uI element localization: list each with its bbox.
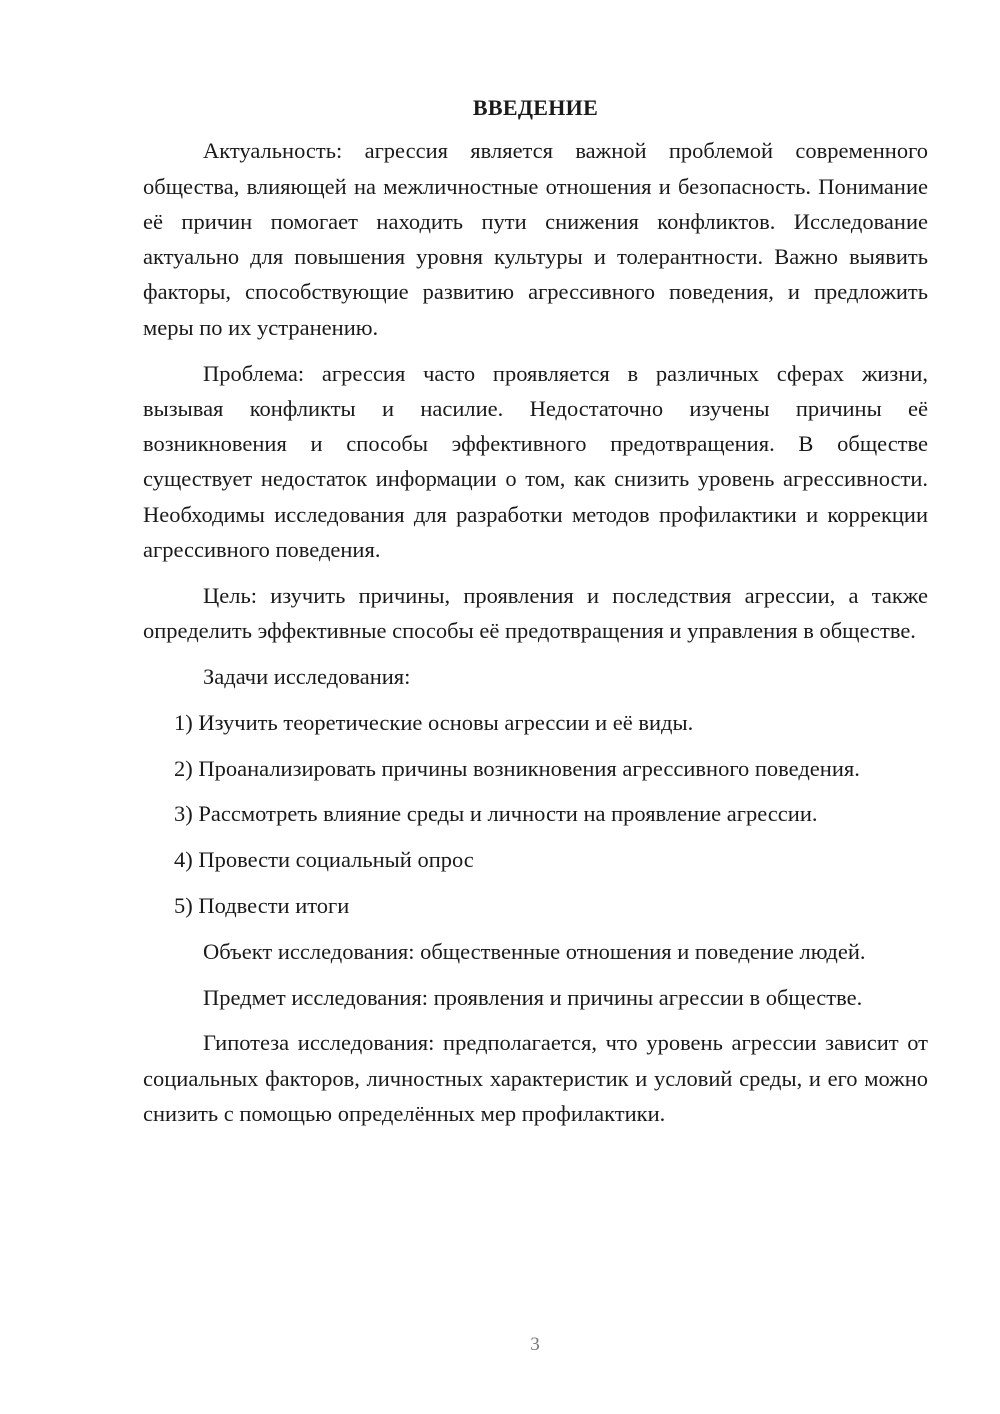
task-item: 2) Проанализировать причины возникновения агрессивного поведения. [174, 755, 860, 781]
task-item: 1) Изучить теоретические основы агрессии и её виды. [174, 709, 694, 735]
document-page [143, 90, 928, 1142]
hypothesis-paragraph: Гипотеза исследования: предполагается, что уровень агрессии зависит от социальных факторов, личностных характеристик и условий среды, и его можно снизить с помощью определённых мер профилактики. [143, 1030, 928, 1126]
page-number: 3 [530, 1334, 540, 1355]
subject-paragraph: Предмет исследования: проявления и причины агрессии в обществе. [203, 984, 863, 1010]
section-title: ВВЕДЕНИЕ [472, 95, 599, 120]
tasks-heading: Задачи исследования: [203, 663, 411, 689]
task-item: 4) Провести социальный опрос [174, 847, 474, 873]
task-item: 5) Подвести итоги [174, 892, 350, 918]
object-paragraph: Объект исследования: общественные отношения и поведение людей. [203, 938, 866, 964]
relevance-paragraph: Актуальность: агрессия является важной проблемой современного общества, влияющей на межличностные отношения и безопасность. Понимание её причин помогает находить пути снижения конфликтов. Исследование актуально для повышения уровня культуры и толерантности. Важно выявить факторы, способствующие развитию агрессивного поведения, и предложить меры по их устранению. [143, 138, 928, 340]
task-item: 3) Рассмотреть влияние среды и личности на проявление агрессии. [174, 801, 818, 827]
goal-paragraph: Цель: изучить причины, проявления и последствия агрессии, а также определить эффективные способы её предотвращения и управления в обществе. [143, 582, 928, 644]
problem-paragraph: Проблема: агрессия часто проявляется в различных сферах жизни, вызывая конфликты и насилие. Недостаточно изучены причины её возникновения и способы эффективного предотвращения. В обществе существует недостаток информации о том, как снизить уровень агрессивности. Необходимы исследования для разработки методов профилактики и коррекции агрессивного поведения. [143, 360, 928, 563]
